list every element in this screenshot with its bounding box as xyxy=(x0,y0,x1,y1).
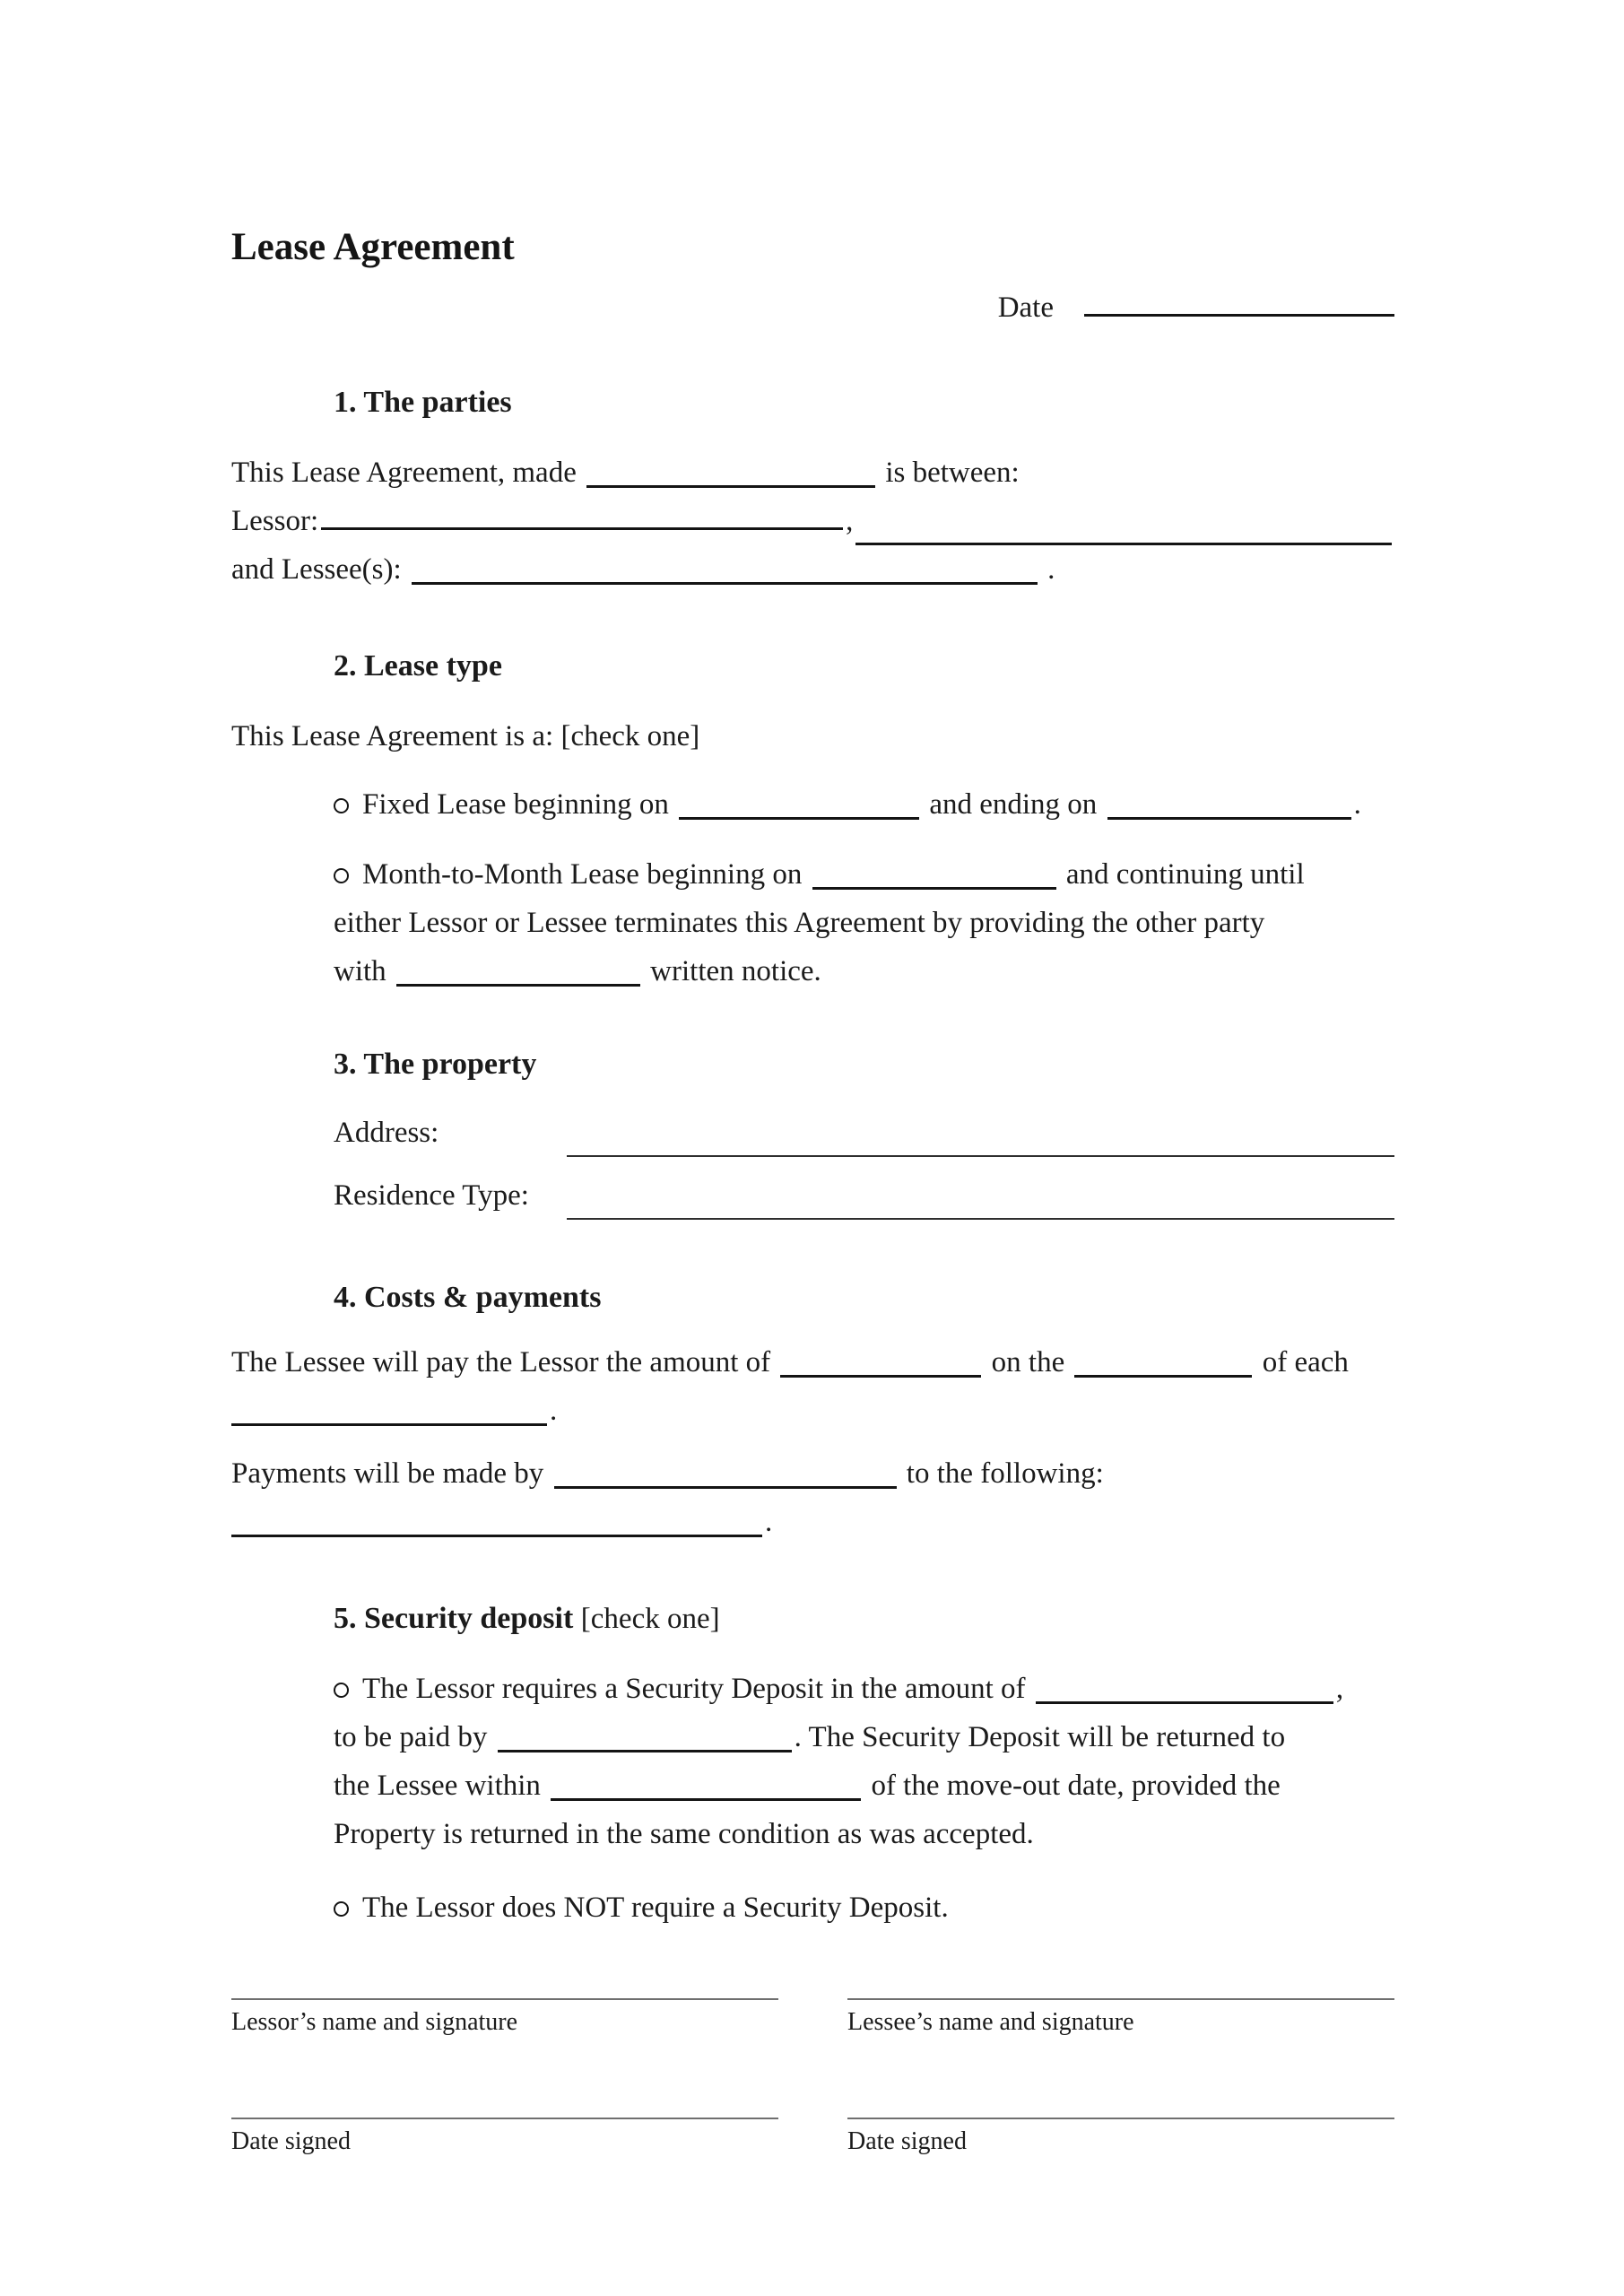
fixed-lease-terminator: . xyxy=(1353,788,1361,821)
deposit-line-4: Property is returned in the same condition as was accepted. xyxy=(334,1818,1034,1850)
lessor-separator: , xyxy=(846,505,854,537)
due-day-blank[interactable] xyxy=(1074,1345,1252,1378)
month-to-month-radio[interactable] xyxy=(334,868,349,883)
lessee-date-block xyxy=(847,2118,1394,2160)
section-heading-parties: 1. The parties xyxy=(334,386,512,419)
pay-line-2 xyxy=(231,1387,1394,1435)
pay-pre: The Lessee will pay the Lessor the amount of xyxy=(231,1346,771,1378)
m2m-line-1 xyxy=(334,850,1394,899)
deposit-line3-post: of the move-out date, provided the xyxy=(871,1770,1281,1802)
deposit-line1-text: The Lessor requires a Security Deposit in the amount of xyxy=(362,1673,1026,1705)
pay-mid: on the xyxy=(991,1346,1065,1378)
residence-type-row xyxy=(334,1171,1394,1220)
pay-post: of each xyxy=(1262,1346,1349,1378)
lessee-name-blank[interactable] xyxy=(412,552,1038,585)
lessee-terminator: . xyxy=(1047,553,1055,586)
lessor-label: Lessor: xyxy=(231,505,319,537)
method-terminator: . xyxy=(765,1506,773,1538)
address-row xyxy=(334,1109,1394,1157)
deposit-line-1 xyxy=(334,1665,1394,1713)
m2m-line1-post: and continuing until xyxy=(1065,858,1305,891)
residence-type-label: Residence Type: xyxy=(334,1179,529,1212)
section-heading-costs: 4. Costs & payments xyxy=(334,1281,602,1314)
parties-intro-post: is between: xyxy=(885,457,1020,489)
lessor-name-blank[interactable] xyxy=(321,498,843,530)
m2m-line3-post: written notice. xyxy=(650,955,821,987)
parties-intro-line xyxy=(231,448,1394,497)
deposit-line3-pre: the Lessee within xyxy=(334,1770,541,1802)
pay-terminator: . xyxy=(550,1395,558,1427)
lessor-date-label: Date signed xyxy=(231,2127,351,2155)
lessor-date-block xyxy=(231,2118,778,2160)
rent-amount-blank[interactable] xyxy=(780,1345,981,1378)
fixed-lease-option xyxy=(334,780,1394,829)
deposit-required-option xyxy=(334,1665,1394,1858)
residence-type-blank[interactable] xyxy=(567,1188,1394,1220)
payment-method-blank[interactable] xyxy=(554,1457,897,1489)
method-line-1 xyxy=(231,1449,1394,1498)
lessee-line xyxy=(231,545,1394,594)
parties-intro-pre: This Lease Agreement, made xyxy=(231,457,577,489)
deposit-line-2 xyxy=(334,1713,1394,1761)
made-date-blank[interactable] xyxy=(586,456,875,488)
deposit-line2-pre: to be paid by xyxy=(334,1721,488,1753)
no-deposit-option xyxy=(334,1883,1394,1932)
fixed-lease-radio[interactable] xyxy=(334,798,349,813)
no-deposit-text: The Lessor does NOT require a Security Deposit. xyxy=(362,1892,949,1924)
payment-method-paragraph xyxy=(231,1449,1394,1546)
lessee-signature-column xyxy=(847,1998,1394,2160)
section-heading-lease-type: 2. Lease type xyxy=(334,649,502,683)
address-blank[interactable] xyxy=(567,1126,1394,1157)
method-line-2 xyxy=(231,1498,1394,1546)
lessor-line xyxy=(231,497,1394,545)
address-label: Address: xyxy=(334,1117,439,1149)
section-heading-deposit xyxy=(334,1595,1394,1643)
deposit-return-window-blank[interactable] xyxy=(551,1769,861,1801)
deposit-required-radio[interactable] xyxy=(334,1683,349,1698)
payment-destination-blank[interactable] xyxy=(231,1505,762,1537)
m2m-line1-pre: Month-to-Month Lease beginning on xyxy=(362,858,803,891)
lease-type-intro: This Lease Agreement is a: [check one] xyxy=(231,720,700,752)
lessee-label: and Lessee(s): xyxy=(231,553,402,586)
notice-period-blank[interactable] xyxy=(396,954,640,987)
deposit-heading-bold: 5. Security deposit xyxy=(334,1602,574,1635)
fixed-lease-pre: Fixed Lease beginning on xyxy=(362,788,669,821)
fixed-lease-mid: and ending on xyxy=(929,788,1098,821)
date-label: Date xyxy=(997,291,1054,324)
fixed-begin-date-blank[interactable] xyxy=(679,787,919,820)
lessee-date-label: Date signed xyxy=(847,2127,967,2155)
lessee-signature-label: Lessee’s name and signature xyxy=(847,2008,1134,2036)
deposit-line-3 xyxy=(334,1761,1394,1810)
deposit-heading-note: [check one] xyxy=(580,1603,720,1635)
section-heading-property: 3. The property xyxy=(334,1048,537,1081)
deposit-amount-blank[interactable] xyxy=(1036,1672,1333,1704)
payment-amount-paragraph xyxy=(231,1338,1394,1435)
date-row xyxy=(231,283,1394,332)
m2m-begin-date-blank[interactable] xyxy=(812,857,1056,890)
m2m-line3-pre: with xyxy=(334,955,386,987)
m2m-line-2: either Lessor or Lessee terminates this Agreement by providing the other party xyxy=(334,907,1265,939)
deposit-line2-post: . The Security Deposit will be returned to xyxy=(794,1721,1286,1753)
month-to-month-option xyxy=(334,850,1394,996)
pay-line-1 xyxy=(231,1338,1394,1387)
lessor-signature-label: Lessor’s name and signature xyxy=(231,2008,518,2036)
page-title: Lease Agreement xyxy=(231,226,515,268)
method-post: to the following: xyxy=(906,1457,1104,1490)
method-pre: Payments will be made by xyxy=(231,1457,544,1490)
m2m-line-3 xyxy=(334,947,1394,996)
date-field-blank[interactable] xyxy=(1084,284,1394,317)
period-blank[interactable] xyxy=(231,1394,547,1426)
signature-block xyxy=(231,1998,1394,2160)
fixed-end-date-blank[interactable] xyxy=(1107,787,1351,820)
no-deposit-radio[interactable] xyxy=(334,1901,349,1917)
lessor-name-blank-2[interactable] xyxy=(855,513,1392,545)
deposit-paid-by-blank[interactable] xyxy=(498,1720,792,1752)
deposit-line1-terminator: , xyxy=(1335,1673,1344,1705)
lessor-signature-column xyxy=(231,1998,778,2160)
